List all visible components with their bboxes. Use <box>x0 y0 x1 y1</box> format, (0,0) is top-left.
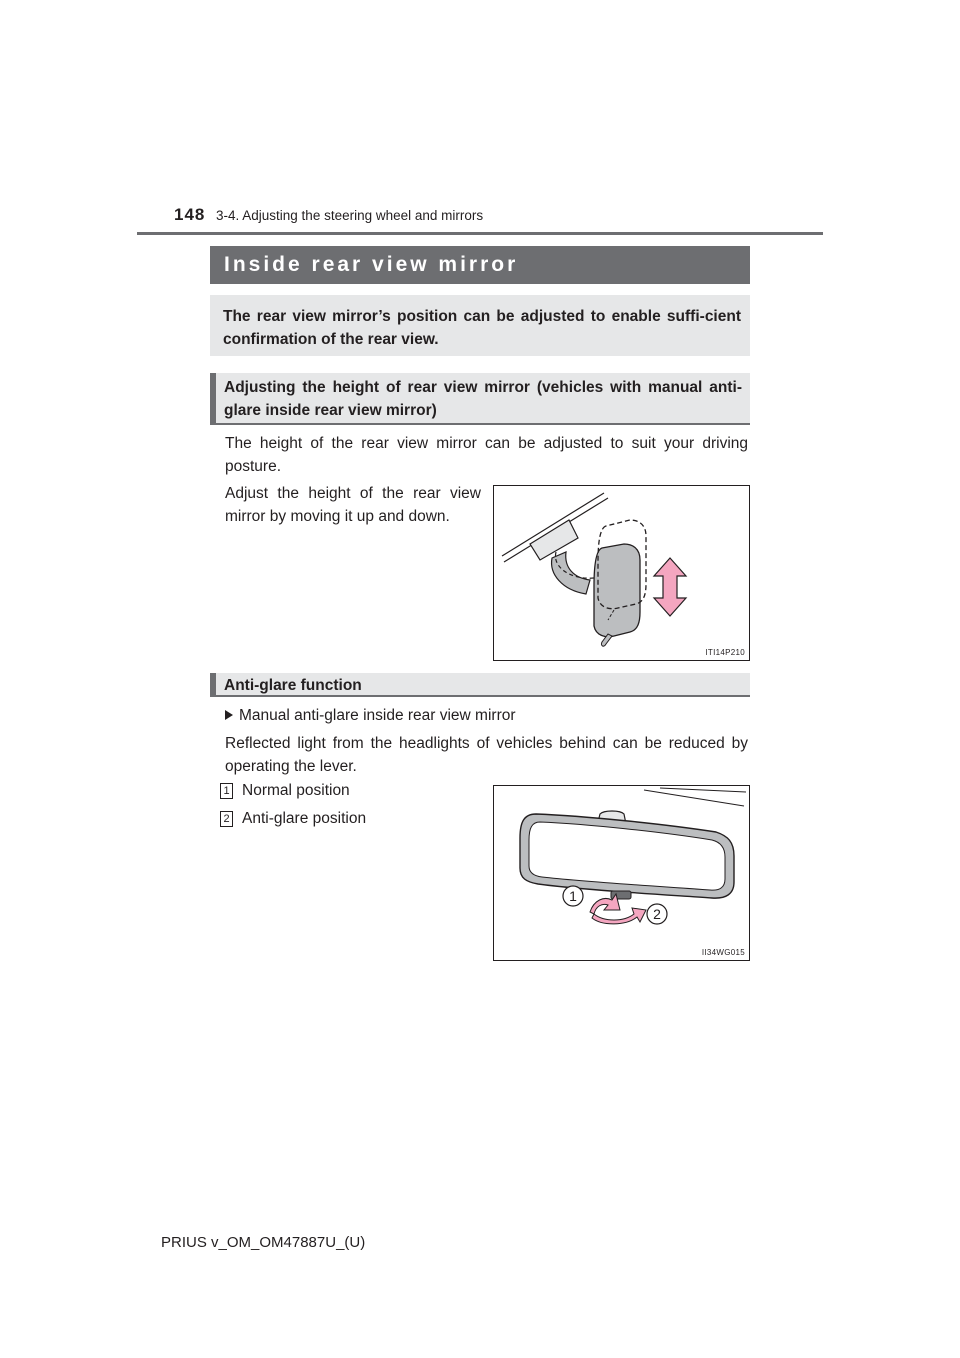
windshield-line <box>660 788 746 792</box>
footer-code: PRIUS v_OM_OM47887U_(U) <box>161 1234 366 1251</box>
up-down-arrow <box>654 558 686 616</box>
antiglare-section-heading-text: Anti-glare function <box>224 677 362 694</box>
title-bar <box>210 246 750 284</box>
mirror-stem <box>552 552 590 594</box>
antiglare-figure <box>493 785 750 961</box>
intro-text: The rear view mirror’s position can be adjusted to enable suffi-cient confirmation of the rear view. <box>223 308 741 348</box>
legend-item <box>220 809 366 829</box>
antiglare-section-heading <box>210 673 750 697</box>
legend-label: Normal position <box>242 782 350 799</box>
section-path: 3-4. Adjusting the steering wheel and mirrors <box>216 208 484 223</box>
height-section-heading-text: Adjusting the height of rear view mirror (vehicles with manual anti-glare inside rear view mirror) <box>224 379 742 419</box>
legend-number: 2 <box>220 811 233 827</box>
antiglare-illustration <box>494 786 750 961</box>
legend-number: 1 <box>220 783 233 799</box>
callout-1: 1 <box>569 888 577 904</box>
height-section-heading <box>210 373 750 425</box>
height-paragraph-1: The height of the rear view mirror can be adjusted to suit your driving posture. <box>225 435 748 475</box>
legend-label: Anti-glare position <box>242 810 367 827</box>
height-paragraph-2: Adjust the height of the rear view mirror by moving it up and down. <box>225 485 481 525</box>
mirror-height-figure <box>493 485 750 661</box>
windshield-line <box>644 790 744 806</box>
header-rule <box>137 232 823 235</box>
callout-2: 2 <box>653 906 661 922</box>
triangle-bullet-icon <box>225 710 233 720</box>
mirror-solid <box>594 544 640 637</box>
figure-code: II34WG015 <box>701 948 745 957</box>
antiglare-paragraph: Reflected light from the headlights of vehicles behind can be reduced by operating the lever. <box>225 735 748 775</box>
figure-code: ITI14P210 <box>705 648 745 657</box>
page-number: 148 <box>174 205 206 224</box>
page-title: Inside rear view mirror <box>224 253 519 276</box>
intro-box <box>210 295 750 356</box>
legend-item <box>220 781 350 801</box>
lever-arrow-up <box>590 894 620 914</box>
mirror-height-illustration <box>494 486 750 661</box>
antiglare-bullet <box>225 704 748 727</box>
mirror-mount <box>530 520 578 560</box>
antiglare-bullet-text: Manual anti-glare inside rear view mirror <box>239 707 516 724</box>
